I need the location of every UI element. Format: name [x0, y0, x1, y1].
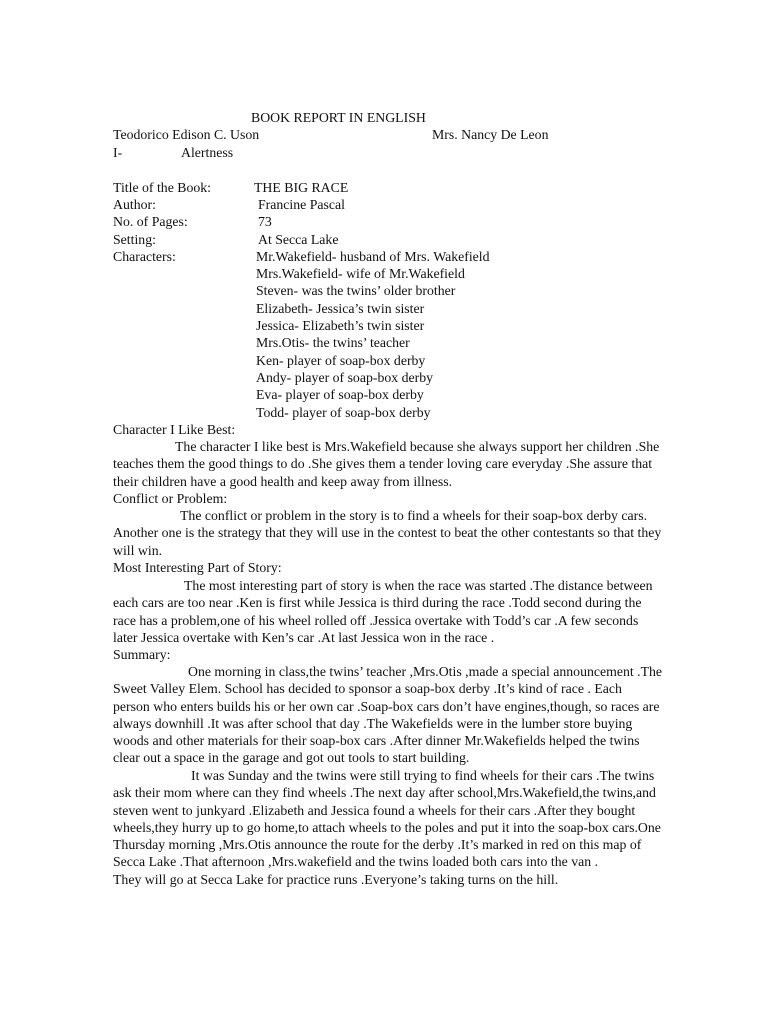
character-item: Mrs.Otis- the twins’ teacher: [256, 335, 410, 350]
character-item: Mrs.Wakefield- wife of Mr.Wakefield: [256, 266, 465, 281]
paragraph-line: their children have a good health and keep away from illness.: [113, 473, 453, 489]
paragraph-line: Thursday morning ,Mrs.Otis announce the route for the derby .It’s marked in red on this map of: [113, 837, 642, 853]
paragraph-line: They will go at Secca Lake for practice runs .Everyone’s taking turns on the hill.: [113, 871, 559, 887]
book-title-label: Title of the Book:: [113, 180, 211, 195]
author-label: Author:: [113, 197, 156, 212]
character-item: Eva- player of soap-box derby: [256, 387, 424, 402]
characters-label: Characters:: [113, 249, 176, 264]
author-value: Francine Pascal: [258, 197, 345, 212]
best-character-heading: Character I Like Best:: [113, 422, 236, 437]
paragraph-line: later Jessica overtake with Ken’s car .At last Jessica won in the race .: [113, 629, 495, 645]
paragraph-line: steven went to junkyard .Elizabeth and Jessica found a wheels for their cars .After they bought: [113, 802, 636, 818]
character-item: Jessica- Elizabeth’s twin sister: [256, 318, 425, 333]
pages-value: 73: [258, 214, 272, 229]
paragraph-line: The most interesting part of story is when the race was started .The distance between: [184, 578, 653, 593]
character-item: Andy- player of soap-box derby: [256, 370, 434, 385]
character-item: Steven- was the twins’ older brother: [256, 283, 456, 298]
paragraph-line: The character I like best is Mrs.Wakefield because she always support her children .She: [175, 439, 660, 454]
interesting-heading: Most Interesting Part of Story:: [113, 560, 282, 575]
paragraph-line: The conflict or problem in the story is to find a wheels for their soap-box derby cars.: [180, 508, 648, 523]
setting-value: At Secca Lake: [258, 232, 339, 247]
student-name: Teodorico Edison C. Uson: [113, 127, 260, 142]
conflict-paragraph: [113, 507, 693, 559]
paragraph-line: Another one is the strategy that they will use in the contest to beat the other contestants so that they: [113, 525, 662, 541]
paragraph-line: clear out a space in the garage and got out tools to start building.: [113, 750, 470, 766]
character-item: Ken- player of soap-box derby: [256, 353, 426, 368]
summary-paragraph-1: [113, 663, 693, 767]
summary-heading: Summary:: [113, 647, 171, 662]
paragraph-line: It was Sunday and the twins were still trying to find wheels for their cars .The twins: [191, 768, 655, 783]
summary-paragraph-2: [113, 767, 693, 888]
best-character-paragraph: [113, 438, 693, 490]
section-number: I-: [113, 145, 123, 160]
paragraph-line: One morning in class,the twins’ teacher ,Mrs.Otis ,made a special announcement .The: [188, 664, 663, 679]
conflict-heading: Conflict or Problem:: [113, 491, 228, 506]
paragraph-line: woods and other materials for their soap-box cars .After dinner Mr.Wakefields helped the twins: [113, 733, 640, 749]
character-item: Mr.Wakefield- husband of Mrs. Wakefield: [256, 249, 490, 264]
teacher-name: Mrs. Nancy De Leon: [432, 127, 549, 142]
paragraph-line: Secca Lake .That afternoon ,Mrs.wakefield and the twins loaded both cars into the van .: [113, 854, 599, 870]
paragraph-line: always downhill .It was after school that day .The Wakefields were in the lumber store buying: [113, 715, 633, 731]
paragraph-line: wheels,they hurry up to go home,to attach wheels to the poles and put it into the soap-box cars.One: [113, 819, 661, 835]
paragraph-line: race has a problem,one of his wheel rolled off .Jessica overtake with Todd’s car .A few seconds: [113, 612, 639, 628]
paragraph-line: each cars are too near .Ken is first while Jessica is third during the race .Todd second during the: [113, 595, 642, 611]
interesting-paragraph: [113, 577, 693, 646]
section-name: Alertness: [181, 145, 234, 160]
character-item: Elizabeth- Jessica’s twin sister: [256, 301, 425, 316]
paragraph-line: teaches them the good things to do .She gives them a tender loving care everyday .She assure that: [113, 456, 653, 472]
book-title-value: THE BIG RACE: [254, 180, 349, 195]
paragraph-line: person who enters builds his or her own car .Soap-box cars don’t have engines,though, so races are: [113, 698, 660, 714]
setting-label: Setting:: [113, 232, 156, 247]
character-item: Todd- player of soap-box derby: [256, 405, 431, 420]
paragraph-line: ask their mom where can they find wheels .The next day after school,Mrs.Wakefield,the twins,and: [113, 785, 656, 801]
paragraph-line: will win.: [113, 542, 163, 558]
report-title: BOOK REPORT IN ENGLISH: [251, 110, 426, 125]
paragraph-line: Sweet Valley Elem. School has decided to sponsor a soap-box derby .It’s kind of race . Each: [113, 681, 622, 697]
pages-label: No. of Pages:: [113, 214, 188, 229]
